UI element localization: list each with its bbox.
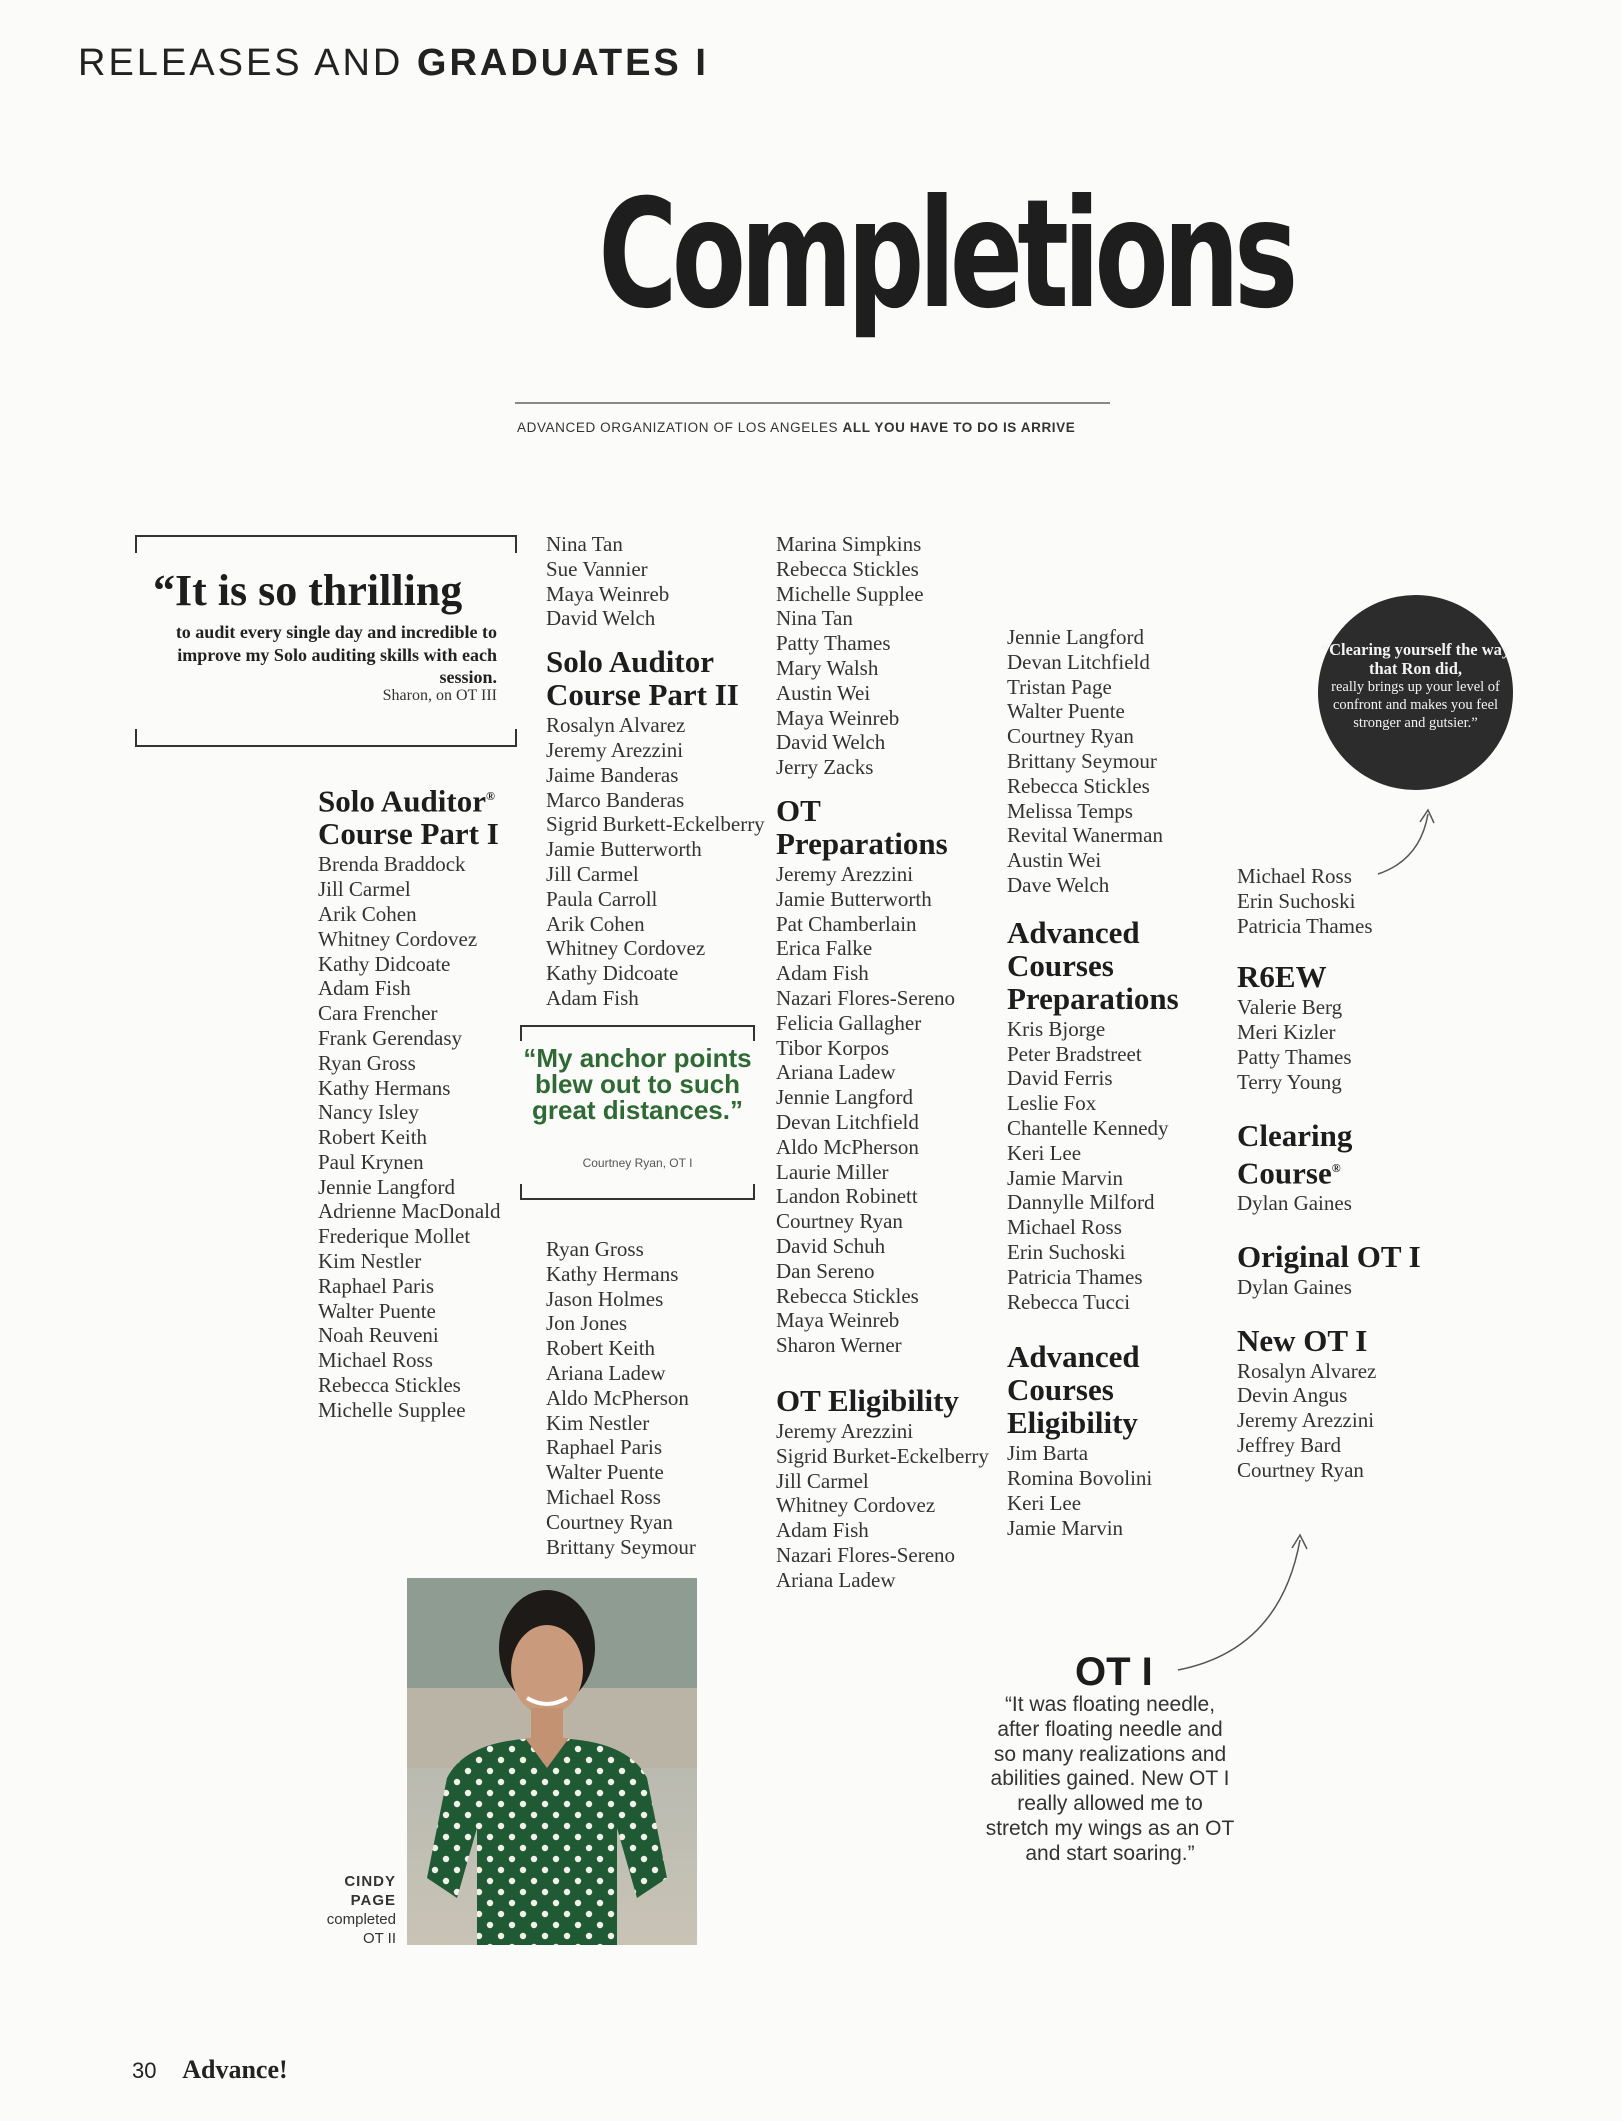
name-entry: Melissa Temps — [1007, 798, 1133, 823]
name-entry: Paula Carroll — [546, 886, 658, 911]
name-entry: Jennie Langford — [776, 1085, 914, 1110]
name-entry: Paul Krynen — [318, 1149, 424, 1174]
name-entry: David Welch — [546, 606, 656, 631]
quote-bracket-top — [135, 535, 517, 553]
quote-bracket-top — [520, 1025, 755, 1041]
name-entry: Patty Thames — [776, 631, 891, 656]
name-entry: Brittany Seymour — [546, 1534, 696, 1559]
name-entry: Whitney Cordovez — [776, 1493, 936, 1518]
name-entry: David Ferris — [1007, 1066, 1113, 1091]
ot-one-quote-title: OT I — [1075, 1650, 1153, 1694]
circle-quote-lead: “Clearing yourself the way that Ron did, — [1320, 640, 1511, 678]
name-entry: Frederique Mollet — [318, 1224, 471, 1249]
name-entry: Sharon Werner — [776, 1333, 902, 1358]
name-entry: Michelle Supplee — [318, 1397, 466, 1422]
section-title-solo-auditor-part-1 — [318, 780, 501, 850]
name-entry: Michael Ross — [546, 1484, 661, 1509]
name-entry: Laurie Miller — [776, 1159, 889, 1184]
name-list — [1007, 625, 1207, 898]
section-title-solo-auditor-part-2: Solo Auditor Course Part II — [546, 644, 739, 713]
name-entry: Robert Keith — [546, 1336, 656, 1361]
name-list — [318, 852, 501, 1422]
name-entry: Rebecca Stickles — [776, 556, 919, 581]
name-list — [1237, 995, 1421, 1094]
name-entry: Pat Chamberlain — [776, 911, 917, 936]
name-entry: Nina Tan — [546, 532, 623, 556]
name-entry: Michael Ross — [1237, 864, 1352, 888]
photo-caption — [280, 1872, 396, 1948]
name-entry: Dylan Gaines — [1237, 1274, 1352, 1299]
name-entry: Erin Suchoski — [1007, 1239, 1126, 1264]
page-number: 30 — [132, 2058, 157, 2083]
name-list — [1007, 1441, 1207, 1540]
name-list — [546, 532, 765, 631]
page-footer — [132, 2055, 288, 2085]
section-title-original-ot-1: Original OT I — [1237, 1238, 1421, 1274]
name-entry: Frank Gerendasy — [318, 1025, 463, 1050]
header-light: RELEASES AND — [78, 42, 404, 84]
name-entry: Rebecca Stickles — [776, 1283, 919, 1308]
caption-name-last: PAGE — [350, 1892, 396, 1909]
name-entry: Cara Frencher — [318, 1001, 438, 1026]
name-entry: Aldo McPherson — [546, 1385, 689, 1410]
name-entry: Ryan Gross — [318, 1050, 416, 1075]
name-entry: Romina Bovolini — [1007, 1466, 1153, 1491]
magazine-name: Advance! — [182, 2055, 288, 2084]
name-entry: Michael Ross — [1007, 1215, 1122, 1240]
name-entry: Devin Angus — [1237, 1383, 1348, 1408]
name-entry: Walter Puente — [546, 1460, 664, 1485]
graduate-photo-illustration — [407, 1578, 697, 1945]
name-entry: Devan Litchfield — [776, 1109, 919, 1134]
name-entry: Kathy Didcoate — [546, 961, 679, 986]
name-entry: Whitney Cordovez — [318, 926, 478, 951]
name-entry: Jamie Butterworth — [776, 886, 932, 911]
name-entry: Maya Weinreb — [546, 581, 670, 606]
name-entry: Patty Thames — [1237, 1044, 1352, 1069]
name-entry: Dan Sereno — [776, 1258, 875, 1283]
section-title-advanced-courses-eligibility: Advanced Courses Eligibility — [1007, 1339, 1140, 1441]
name-entry: Dannylle Milford — [1007, 1190, 1155, 1215]
ot-one-quote-text: “It was floating needle, after floating needle and so many realizations and abilities gained. New OT I really allowed me to stretch my wings as an OT and start soaring.” — [985, 1693, 1235, 1865]
name-list — [1237, 864, 1421, 938]
name-entry: Nazari Flores-Sereno — [776, 1542, 956, 1567]
masthead-subtitle — [517, 420, 1075, 435]
name-entry: Terry Young — [1237, 1069, 1342, 1094]
name-entry: Felicia Gallagher — [776, 1010, 922, 1035]
pull-quote-attribution: Courtney Ryan, OT I — [582, 1156, 693, 1170]
name-list — [776, 532, 989, 780]
column-2 — [546, 532, 765, 1011]
name-entry: Dylan Gaines — [1237, 1190, 1352, 1215]
masthead-title: Completions — [598, 168, 1293, 342]
name-list — [776, 862, 989, 1358]
name-entry: Walter Puente — [318, 1298, 436, 1323]
circle-quote — [1318, 595, 1513, 790]
name-entry: Devan Litchfield — [1007, 649, 1150, 674]
name-entry: Jennie Langford — [1007, 625, 1145, 649]
quote-bracket-bottom — [520, 1184, 755, 1200]
name-entry: Revital Wanerman — [1007, 823, 1163, 848]
column-4 — [1007, 625, 1207, 1541]
name-entry: Marina Simpkins — [776, 532, 922, 556]
name-entry: Adam Fish — [776, 961, 869, 986]
name-entry: Jeremy Arezzini — [546, 737, 684, 762]
name-entry: Dave Welch — [1007, 872, 1110, 897]
name-entry: Landon Robinett — [776, 1184, 918, 1209]
name-entry: Erica Falke — [776, 936, 873, 961]
pull-quote-body: to audit every single day and incredible to improve my Solo auditing skills with each session. — [175, 622, 497, 687]
graduate-photo — [407, 1578, 697, 1945]
name-entry: Chantelle Kennedy — [1007, 1115, 1169, 1140]
name-entry: Adam Fish — [546, 985, 639, 1010]
name-entry: Kathy Hermans — [546, 1261, 679, 1286]
name-entry: Peter Bradstreet — [1007, 1041, 1142, 1066]
section-title-advanced-courses-preparations: Advanced Courses Preparations — [1007, 914, 1179, 1016]
section-title-ot-eligibility: OT Eligibility — [776, 1382, 959, 1418]
section-title-clearing-course — [1237, 1119, 1387, 1189]
masthead — [515, 168, 1293, 342]
caption-completed: completed — [326, 1911, 396, 1928]
registered-mark: ® — [485, 789, 495, 803]
name-entry: Jamie Marvin — [1007, 1165, 1124, 1190]
section-title-text: Clearing Course — [1237, 1117, 1353, 1190]
circle-quote-body: really brings up your level of confront and makes you feel stronger and gutsier.” — [1331, 679, 1500, 731]
masthead-subtitle-text: ADVANCED ORGANIZATION OF LOS ANGELES — [517, 420, 839, 435]
caption-level: OT II — [362, 1930, 396, 1947]
name-entry: Rosalyn Alvarez — [1237, 1358, 1377, 1383]
name-entry: Brenda Braddock — [318, 852, 466, 877]
name-entry: Keri Lee — [1007, 1490, 1082, 1515]
masthead-rule — [515, 402, 1110, 404]
name-entry: Maya Weinreb — [776, 705, 900, 730]
name-entry: Valerie Berg — [1237, 995, 1343, 1020]
name-entry: Jaime Banderas — [546, 762, 679, 787]
section-header — [78, 42, 709, 85]
header-bold: GRADUATES — [416, 42, 682, 84]
name-entry: Courtney Ryan — [546, 1509, 673, 1534]
name-entry: Nazari Flores-Sereno — [776, 985, 956, 1010]
name-entry: Patricia Thames — [1007, 1264, 1143, 1289]
name-entry: Courtney Ryan — [776, 1209, 903, 1234]
section-title-text-2: Course Part I — [318, 816, 499, 852]
column-1 — [318, 780, 501, 1423]
name-entry: Courtney Ryan — [1007, 724, 1134, 749]
name-entry: Courtney Ryan — [1237, 1457, 1364, 1482]
arrowhead-icon — [1292, 1535, 1307, 1549]
name-entry: Kris Bjorge — [1007, 1016, 1106, 1041]
name-entry: Ariana Ladew — [546, 1360, 666, 1385]
name-entry: Leslie Fox — [1007, 1091, 1097, 1116]
name-entry: Jeremy Arezzini — [1237, 1408, 1375, 1433]
name-entry: Patricia Thames — [1237, 913, 1373, 938]
name-entry: Rosalyn Alvarez — [546, 713, 686, 738]
name-entry: Rebecca Tucci — [1007, 1289, 1131, 1314]
pull-quote-attribution: Sharon, on OT III — [382, 687, 497, 704]
name-entry: Ryan Gross — [546, 1237, 644, 1261]
name-entry: David Schuh — [776, 1233, 886, 1258]
name-entry: Adam Fish — [776, 1518, 869, 1543]
name-entry: Jim Barta — [1007, 1441, 1089, 1466]
name-entry: Ariana Ladew — [776, 1060, 896, 1085]
column-3 — [776, 532, 989, 1592]
name-entry: Mary Walsh — [776, 655, 879, 680]
pull-quote-text: “My anchor points blew out to such great distances.” — [523, 1043, 752, 1125]
name-entry: Brittany Seymour — [1007, 748, 1157, 773]
name-entry: Kim Nestler — [546, 1410, 650, 1435]
name-entry: Walter Puente — [1007, 699, 1125, 724]
name-entry: Robert Keith — [318, 1125, 428, 1150]
name-entry: Tibor Korpos — [776, 1035, 889, 1060]
name-entry: Jeremy Arezzini — [776, 1418, 914, 1443]
arrow-to-new-ot-icon — [1178, 1540, 1300, 1670]
caption-name-first: CINDY — [344, 1873, 396, 1890]
name-entry: Erin Suchoski — [1237, 888, 1356, 913]
name-entry: Jamie Marvin — [1007, 1515, 1124, 1540]
name-entry: Kathy Didcoate — [318, 951, 451, 976]
name-entry: Raphael Paris — [546, 1435, 663, 1460]
pull-quote-lead: “It is so thrilling — [153, 566, 463, 615]
quote-bracket-bottom — [135, 729, 517, 747]
name-entry: David Welch — [776, 730, 886, 755]
column-5 — [1237, 864, 1421, 1482]
name-entry: Sigrid Burkett-Eckelberry — [546, 812, 765, 837]
section-title-new-ot-1: New OT I — [1237, 1322, 1368, 1358]
name-entry: Noah Reuveni — [318, 1323, 439, 1348]
name-entry: Kathy Hermans — [318, 1075, 451, 1100]
name-entry: Meri Kizler — [1237, 1020, 1336, 1045]
name-entry: Nancy Isley — [318, 1100, 419, 1125]
section-title-text: Solo Auditor — [318, 783, 486, 819]
name-entry: Adrienne MacDonald — [318, 1199, 501, 1224]
name-entry: Sigrid Burket-Eckelberry — [776, 1443, 989, 1468]
pull-quote-courtney — [520, 1025, 755, 1200]
name-entry: Rebecca Stickles — [318, 1373, 461, 1398]
name-entry: Kim Nestler — [318, 1249, 422, 1274]
pull-quote-sharon — [135, 535, 517, 747]
name-entry: Jill Carmel — [546, 861, 639, 886]
name-list — [776, 1419, 989, 1593]
section-title-ot-preparations: OT Preparations — [776, 792, 948, 861]
name-entry: Austin Wei — [776, 680, 871, 705]
registered-mark: ® — [1331, 1160, 1341, 1175]
name-entry: Jamie Butterworth — [546, 837, 702, 862]
name-list — [1007, 1017, 1207, 1315]
name-entry: Arik Cohen — [318, 901, 417, 926]
name-list — [546, 1237, 696, 1559]
name-entry: Tristan Page — [1007, 674, 1112, 699]
name-list — [1237, 1359, 1421, 1483]
header-bar: I — [695, 42, 709, 84]
name-entry: Jerry Zacks — [776, 755, 874, 780]
name-entry: Austin Wei — [1007, 848, 1102, 873]
name-entry: Jason Holmes — [546, 1286, 664, 1311]
name-list — [1237, 1191, 1421, 1216]
masthead-subtitle-tagline: ALL YOU HAVE TO DO IS ARRIVE — [842, 420, 1076, 435]
name-entry: Marco Banderas — [546, 787, 685, 812]
name-entry: Keri Lee — [1007, 1140, 1082, 1165]
name-list — [1237, 1275, 1421, 1300]
arrowhead-icon — [1420, 810, 1434, 823]
name-entry: Michael Ross — [318, 1348, 433, 1373]
name-entry: Michelle Supplee — [776, 581, 924, 606]
name-entry: Jill Carmel — [318, 877, 411, 902]
name-entry: Jill Carmel — [776, 1468, 869, 1493]
name-entry: Jeremy Arezzini — [776, 861, 914, 886]
name-entry: Nina Tan — [776, 606, 853, 631]
name-list — [546, 713, 765, 1011]
section-title-r6ew: R6EW — [1237, 959, 1327, 995]
name-entry: Whitney Cordovez — [546, 936, 706, 961]
name-entry: Raphael Paris — [318, 1273, 435, 1298]
name-entry: Ariana Ladew — [776, 1567, 896, 1592]
name-entry: Jennie Langford — [318, 1174, 456, 1199]
column-2-continued — [546, 1237, 696, 1559]
name-entry: Aldo McPherson — [776, 1134, 919, 1159]
name-entry: Sue Vannier — [546, 556, 648, 581]
name-entry: Arik Cohen — [546, 911, 645, 936]
name-entry: Jeffrey Bard — [1237, 1432, 1341, 1457]
name-entry: Adam Fish — [318, 976, 411, 1001]
name-entry: Maya Weinreb — [776, 1308, 900, 1333]
name-entry: Rebecca Stickles — [1007, 773, 1150, 798]
name-entry: Jon Jones — [546, 1311, 628, 1336]
